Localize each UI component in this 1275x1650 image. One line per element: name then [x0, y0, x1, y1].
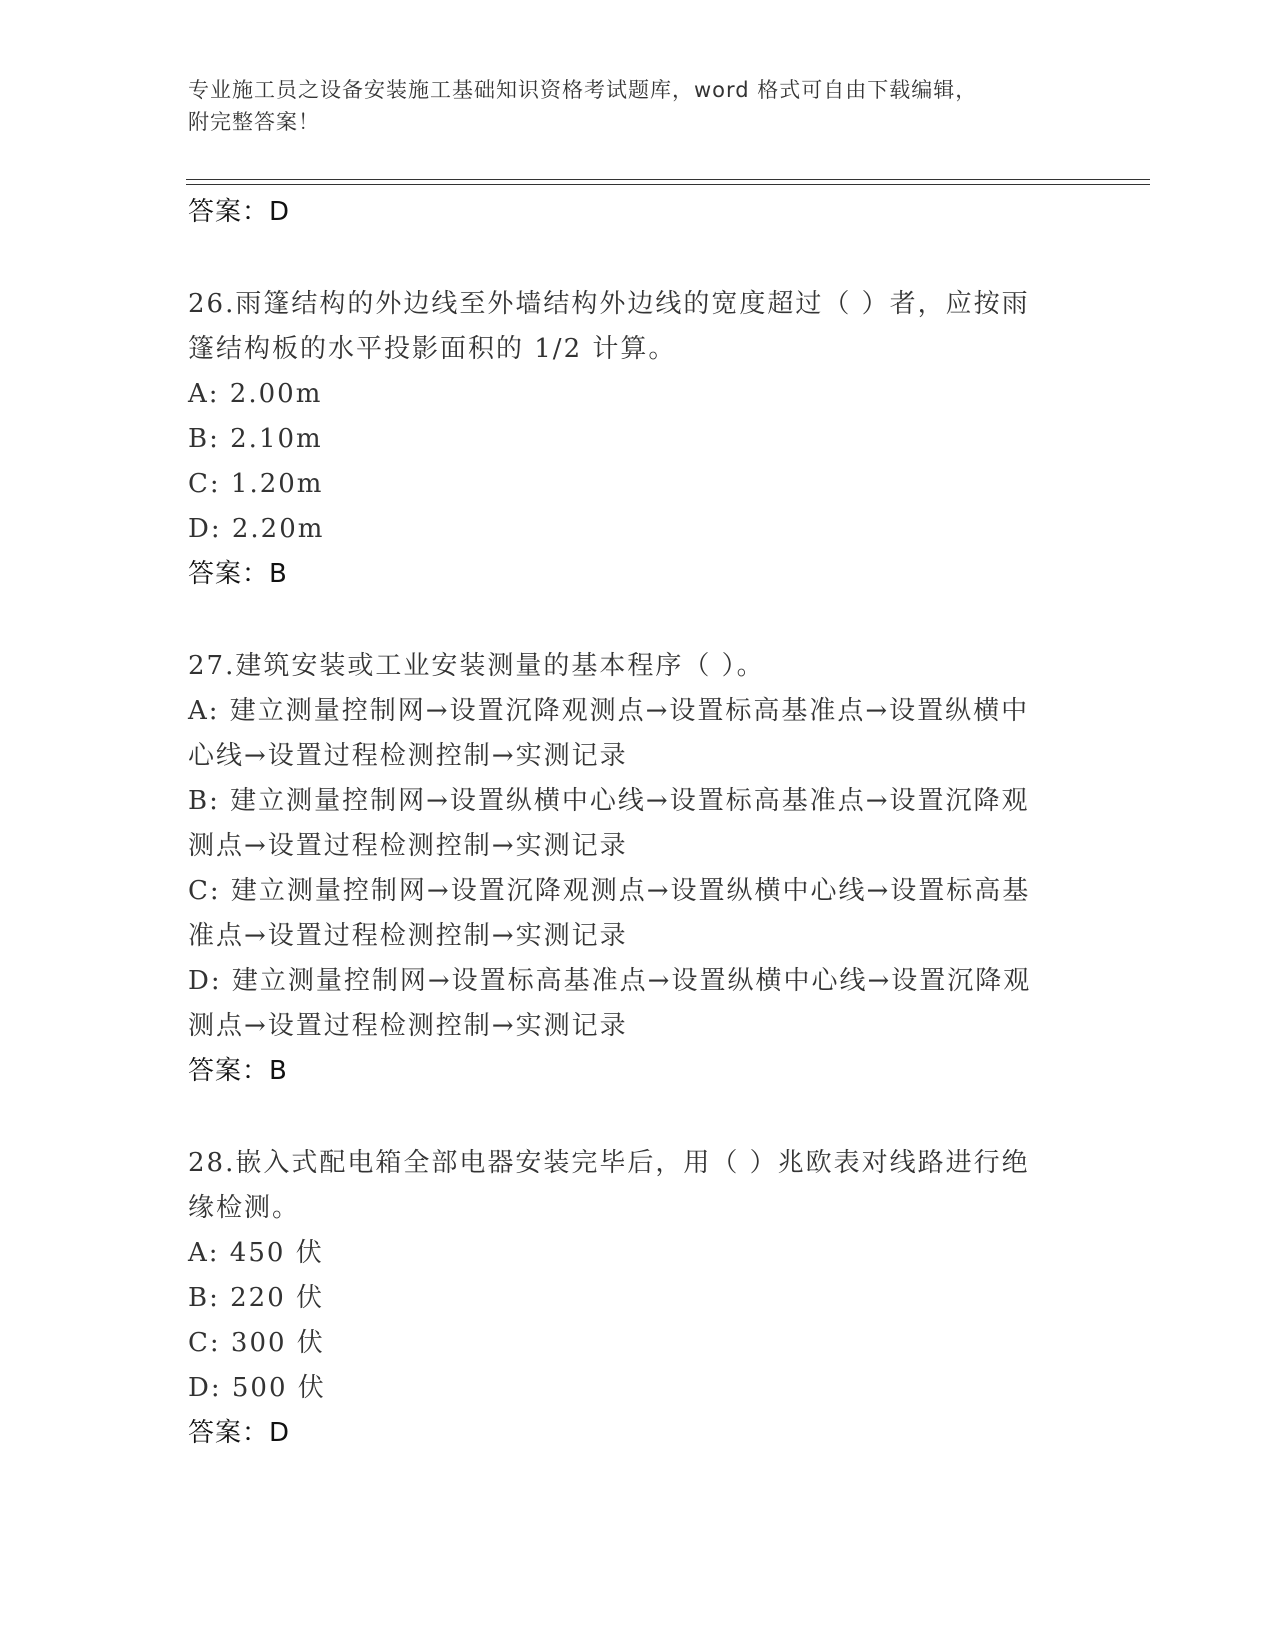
answer: 答案：D [188, 1418, 291, 1448]
answer: 答案：B [188, 559, 288, 589]
option-c: C: 建立测量控制网→设置沉降观测点→设置纵横中心线→设置标高基 [188, 876, 1031, 906]
header-line-1: 专业施工员之设备安装施工基础知识资格考试题库，word 格式可自由下载编辑， [188, 78, 978, 102]
header-divider-bottom [186, 184, 1150, 185]
option-b-continued: 测点→设置过程检测控制→实测记录 [188, 831, 628, 861]
question-text: 28.嵌入式配电箱全部电器安装完毕后，用（ ）兆欧表对线路进行绝 [188, 1148, 1030, 1178]
option-a: A: 2.00m [188, 379, 323, 409]
option-a: A: 建立测量控制网→设置沉降观测点→设置标高基准点→设置纵横中 [188, 696, 1030, 726]
spacer [188, 1094, 1088, 1141]
question-28 [188, 1141, 1088, 1456]
question-text: 27.建筑安装或工业安装测量的基本程序（ ）。 [188, 651, 765, 681]
question-text: 篷结构板的水平投影面积的 1/2 计算。 [188, 334, 677, 364]
option-b: B: 建立测量控制网→设置纵横中心线→设置标高基准点→设置沉降观 [188, 786, 1030, 816]
option-b: B: 2.10m [188, 424, 323, 454]
header-divider-top [186, 179, 1150, 180]
page-header [188, 74, 1068, 138]
option-a: A: 450 伏 [188, 1238, 324, 1268]
option-c: C: 300 伏 [188, 1328, 325, 1358]
question-text: 26.雨篷结构的外边线至外墙结构外边线的宽度超过（ ）者，应按雨 [188, 289, 1030, 319]
option-d-continued: 测点→设置过程检测控制→实测记录 [188, 1011, 628, 1041]
question-26 [188, 282, 1088, 597]
spacer [188, 235, 1088, 282]
question-27 [188, 644, 1088, 1094]
option-c-continued: 准点→设置过程检测控制→实测记录 [188, 921, 628, 951]
option-b: B: 220 伏 [188, 1283, 325, 1313]
option-d: D: 2.20m [188, 514, 325, 544]
option-a-continued: 心线→设置过程检测控制→实测记录 [188, 741, 628, 771]
option-c: C: 1.20m [188, 469, 324, 499]
header-line-2: 附完整答案！ [188, 110, 320, 134]
spacer [188, 597, 1088, 644]
answer: 答案：B [188, 1056, 288, 1086]
option-d: D: 建立测量控制网→设置标高基准点→设置纵横中心线→设置沉降观 [188, 966, 1032, 996]
question-list [188, 190, 1088, 1456]
option-d: D: 500 伏 [188, 1373, 326, 1403]
answer-previous: 答案：D [188, 197, 291, 227]
question-text: 缘检测。 [188, 1193, 301, 1223]
